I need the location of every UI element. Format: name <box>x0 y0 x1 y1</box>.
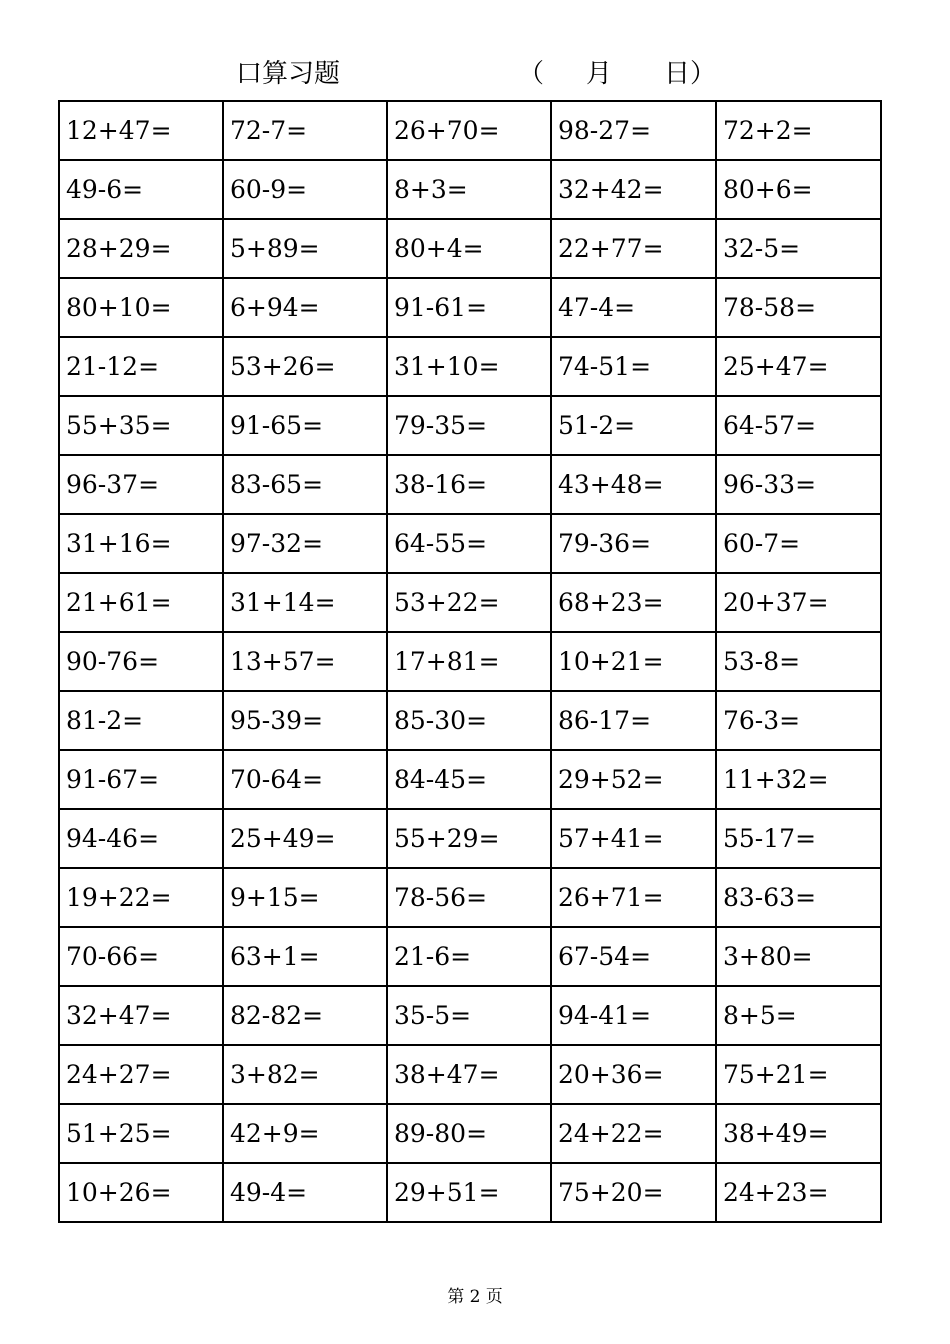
month-label: 月 <box>586 59 613 89</box>
problem-cell: 83-63= <box>716 868 881 927</box>
problem-cell: 78-58= <box>716 278 881 337</box>
problem-row <box>59 632 881 691</box>
problem-row <box>59 691 881 750</box>
problem-cell: 10+26= <box>59 1163 223 1222</box>
problem-cell: 53+22= <box>387 573 551 632</box>
problem-cell: 94-41= <box>551 986 716 1045</box>
day-label: 日） <box>664 59 717 89</box>
problem-cell: 38-16= <box>387 455 551 514</box>
problem-row <box>59 514 881 573</box>
problem-cell: 25+47= <box>716 337 881 396</box>
problem-cell: 26+70= <box>387 101 551 160</box>
problem-cell: 25+49= <box>223 809 387 868</box>
problem-cell: 79-36= <box>551 514 716 573</box>
problem-cell: 31+14= <box>223 573 387 632</box>
problem-cell: 42+9= <box>223 1104 387 1163</box>
problem-cell: 51-2= <box>551 396 716 455</box>
problem-cell: 19+22= <box>59 868 223 927</box>
problem-cell: 32+47= <box>59 986 223 1045</box>
problem-cell: 13+57= <box>223 632 387 691</box>
problem-cell: 31+10= <box>387 337 551 396</box>
problem-cell: 38+47= <box>387 1045 551 1104</box>
problem-cell: 38+49= <box>716 1104 881 1163</box>
problem-cell: 55+35= <box>59 396 223 455</box>
problem-cell: 60-7= <box>716 514 881 573</box>
problem-cell: 35-5= <box>387 986 551 1045</box>
problem-cell: 91-61= <box>387 278 551 337</box>
problem-cell: 5+89= <box>223 219 387 278</box>
problem-cell: 32-5= <box>716 219 881 278</box>
problem-cell: 21-6= <box>387 927 551 986</box>
problem-cell: 80+4= <box>387 219 551 278</box>
problem-cell: 22+77= <box>551 219 716 278</box>
problem-cell: 76-3= <box>716 691 881 750</box>
problem-cell: 8+5= <box>716 986 881 1045</box>
problem-row <box>59 278 881 337</box>
problem-row <box>59 750 881 809</box>
problem-cell: 49-4= <box>223 1163 387 1222</box>
problem-cell: 26+71= <box>551 868 716 927</box>
problem-cell: 72-7= <box>223 101 387 160</box>
problem-row <box>59 396 881 455</box>
problem-cell: 78-56= <box>387 868 551 927</box>
problem-cell: 81-2= <box>59 691 223 750</box>
problem-row <box>59 1163 881 1222</box>
problem-row <box>59 1104 881 1163</box>
problem-cell: 3+80= <box>716 927 881 986</box>
problem-row <box>59 219 881 278</box>
problem-cell: 85-30= <box>387 691 551 750</box>
problem-cell: 31+16= <box>59 514 223 573</box>
problem-cell: 64-55= <box>387 514 551 573</box>
problem-table <box>58 100 882 1223</box>
problem-cell: 24+23= <box>716 1163 881 1222</box>
problem-row <box>59 455 881 514</box>
problem-row <box>59 1045 881 1104</box>
date-open-paren: （ <box>518 59 545 89</box>
problem-cell: 96-37= <box>59 455 223 514</box>
problem-cell: 24+27= <box>59 1045 223 1104</box>
problem-cell: 67-54= <box>551 927 716 986</box>
date-field <box>518 54 716 94</box>
problem-cell: 86-17= <box>551 691 716 750</box>
problem-cell: 8+3= <box>387 160 551 219</box>
problem-cell: 24+22= <box>551 1104 716 1163</box>
problem-cell: 80+10= <box>59 278 223 337</box>
problem-cell: 43+48= <box>551 455 716 514</box>
problem-cell: 95-39= <box>223 691 387 750</box>
problem-cell: 47-4= <box>551 278 716 337</box>
problem-cell: 68+23= <box>551 573 716 632</box>
problem-cell: 6+94= <box>223 278 387 337</box>
problem-row <box>59 101 881 160</box>
problem-cell: 79-35= <box>387 396 551 455</box>
problem-cell: 70-64= <box>223 750 387 809</box>
problem-cell: 72+2= <box>716 101 881 160</box>
problem-row <box>59 160 881 219</box>
problem-cell: 97-32= <box>223 514 387 573</box>
problem-cell: 29+52= <box>551 750 716 809</box>
problem-row <box>59 927 881 986</box>
problem-row <box>59 868 881 927</box>
problem-cell: 90-76= <box>59 632 223 691</box>
problem-cell: 11+32= <box>716 750 881 809</box>
problem-cell: 63+1= <box>223 927 387 986</box>
problem-cell: 60-9= <box>223 160 387 219</box>
problem-cell: 29+51= <box>387 1163 551 1222</box>
problem-cell: 89-80= <box>387 1104 551 1163</box>
problem-cell: 32+42= <box>551 160 716 219</box>
problem-cell: 84-45= <box>387 750 551 809</box>
problem-cell: 94-46= <box>59 809 223 868</box>
problem-cell: 21-12= <box>59 337 223 396</box>
problem-cell: 75+20= <box>551 1163 716 1222</box>
problem-cell: 55-17= <box>716 809 881 868</box>
problem-row <box>59 573 881 632</box>
problem-row <box>59 337 881 396</box>
problem-cell: 91-65= <box>223 396 387 455</box>
problem-cell: 53+26= <box>223 337 387 396</box>
problem-cell: 83-65= <box>223 455 387 514</box>
problem-cell: 70-66= <box>59 927 223 986</box>
problem-cell: 20+37= <box>716 573 881 632</box>
problem-cell: 64-57= <box>716 396 881 455</box>
problem-cell: 75+21= <box>716 1045 881 1104</box>
problem-cell: 74-51= <box>551 337 716 396</box>
problem-cell: 20+36= <box>551 1045 716 1104</box>
problem-cell: 21+61= <box>59 573 223 632</box>
problem-cell: 82-82= <box>223 986 387 1045</box>
problem-cell: 3+82= <box>223 1045 387 1104</box>
problem-cell: 49-6= <box>59 160 223 219</box>
worksheet-title: 口算习题 <box>236 59 341 89</box>
problem-row <box>59 986 881 1045</box>
problem-cell: 80+6= <box>716 160 881 219</box>
problem-cell: 55+29= <box>387 809 551 868</box>
problem-cell: 96-33= <box>716 455 881 514</box>
problem-cell: 28+29= <box>59 219 223 278</box>
problem-cell: 12+47= <box>59 101 223 160</box>
problem-cell: 9+15= <box>223 868 387 927</box>
problem-row <box>59 809 881 868</box>
page-number: 第 2 页 <box>447 1287 503 1307</box>
problem-cell: 53-8= <box>716 632 881 691</box>
problem-table-body <box>59 101 881 1222</box>
problem-cell: 98-27= <box>551 101 716 160</box>
problem-cell: 91-67= <box>59 750 223 809</box>
problem-cell: 17+81= <box>387 632 551 691</box>
problem-cell: 57+41= <box>551 809 716 868</box>
problem-cell: 51+25= <box>59 1104 223 1163</box>
problem-cell: 10+21= <box>551 632 716 691</box>
